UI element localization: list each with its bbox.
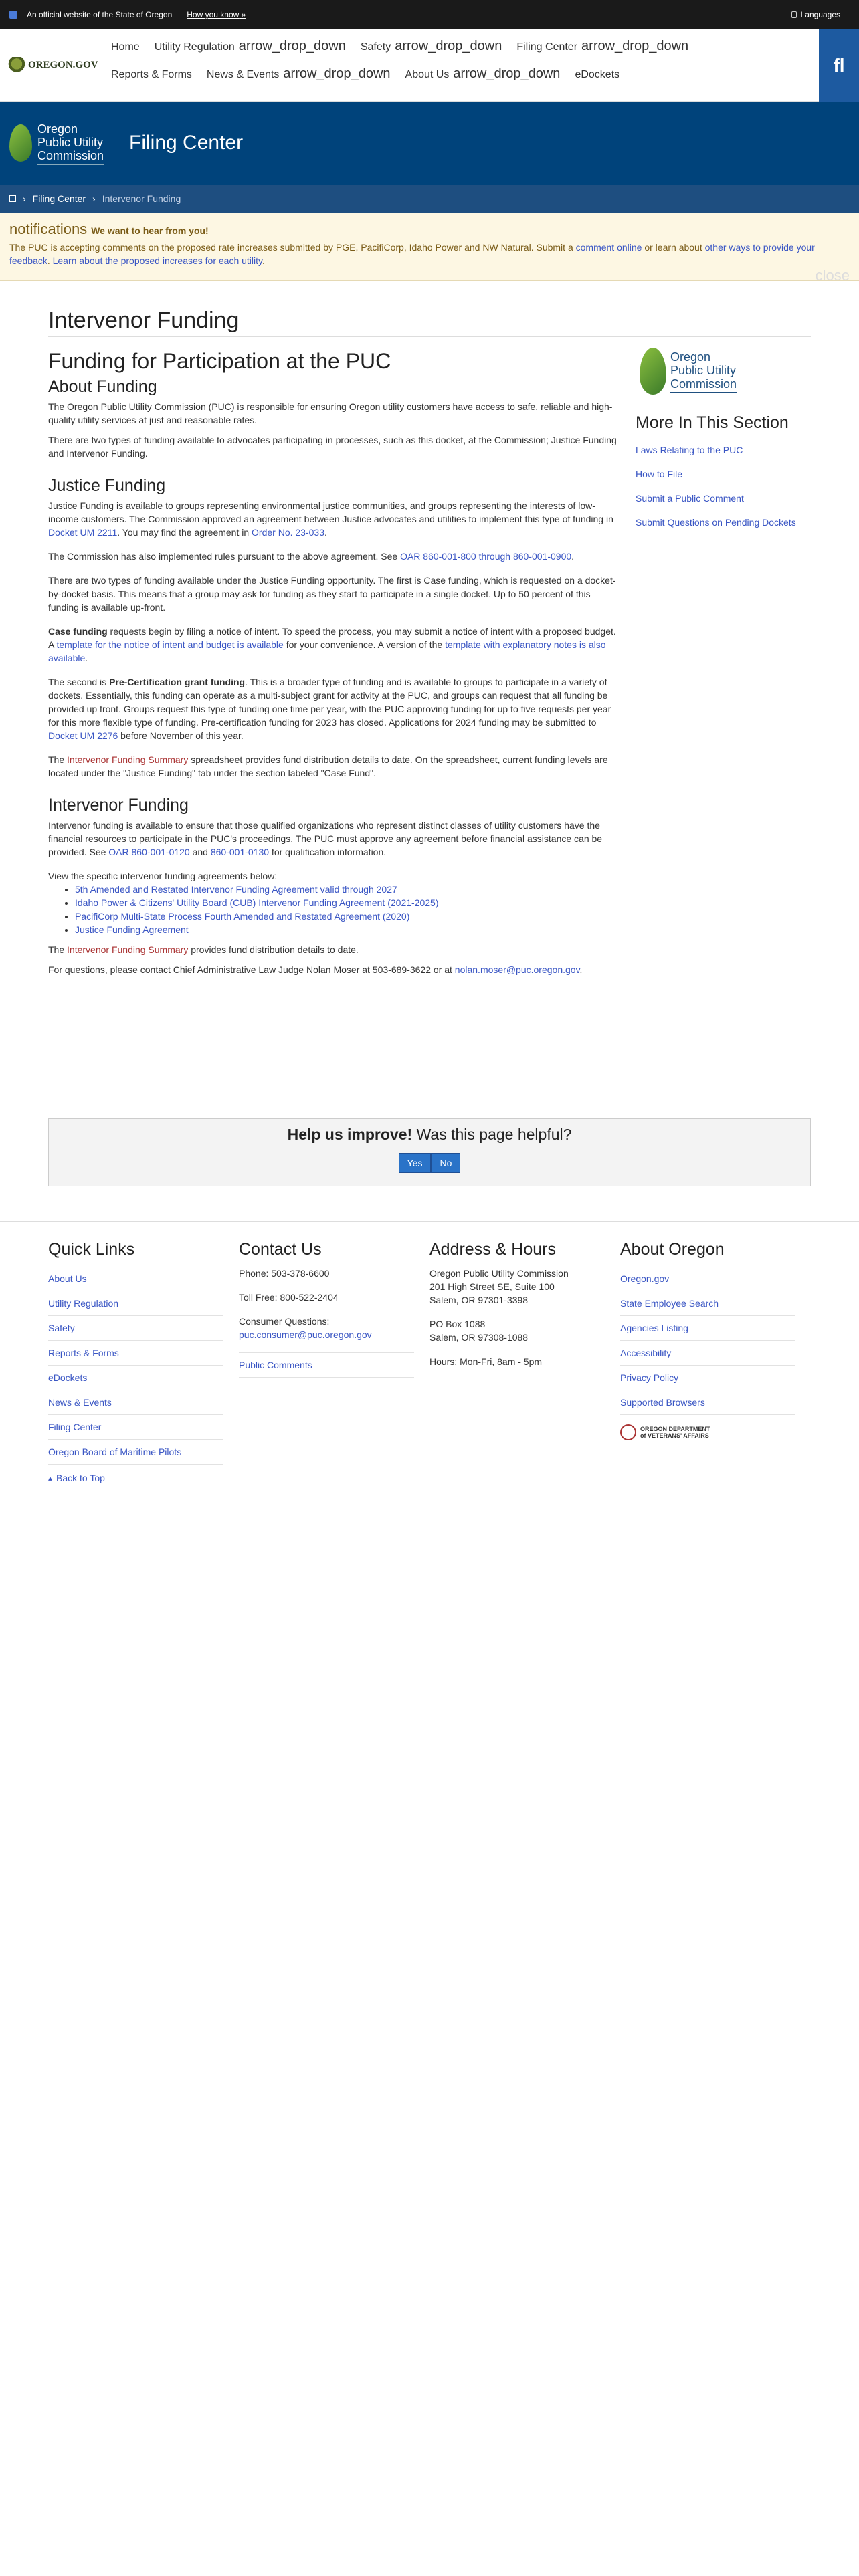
oregon-gov-logo[interactable]: OREGON.GOV bbox=[0, 29, 100, 101]
intervenor-para-3: The Intervenor Funding Summary provides fund distribution details to date. bbox=[48, 944, 359, 955]
notification-heading: We want to hear from you! bbox=[91, 225, 209, 236]
footer-link[interactable]: Oregon Board of Maritime Pilots bbox=[48, 1440, 223, 1465]
agreement-link[interactable]: Idaho Power & Citizens' Utility Board (CUB) Intervenor Funding Agreement (2021-2025) bbox=[75, 897, 439, 908]
footer-quick-links bbox=[48, 1240, 239, 1485]
docket-um-2276-link[interactable]: Docket UM 2276 bbox=[48, 730, 118, 741]
footer-link[interactable]: eDockets bbox=[48, 1366, 223, 1390]
list-item bbox=[75, 896, 617, 909]
search-icon: fl bbox=[833, 55, 845, 76]
arrow-drop-down-icon: arrow_drop_down bbox=[453, 66, 561, 81]
justice-para-2: The Commission has also implemented rules pursuant to the above agreement. See OAR 860-001-800 through 860-001-0900. bbox=[48, 551, 575, 562]
puc-drop-icon bbox=[9, 124, 32, 162]
translate-icon bbox=[791, 11, 797, 18]
page-title: Intervenor Funding bbox=[48, 308, 811, 337]
sidebar-link-public-comment[interactable]: Submit a Public Comment bbox=[636, 493, 744, 504]
back-to-top-link[interactable]: ▴ Back to Top bbox=[48, 1473, 105, 1483]
feedback-box bbox=[48, 1118, 811, 1186]
languages-button[interactable]: Languages bbox=[791, 10, 840, 19]
how-you-know-link[interactable]: How you know » bbox=[187, 10, 246, 19]
public-comments-link[interactable]: Public Comments bbox=[239, 1352, 414, 1378]
sidebar-heading: More In This Section bbox=[636, 413, 789, 432]
article bbox=[48, 349, 617, 983]
footer-link[interactable]: Safety bbox=[48, 1316, 223, 1341]
footer-heading: Address & Hours bbox=[430, 1240, 556, 1259]
site-footer bbox=[0, 1221, 859, 1483]
site-header bbox=[0, 29, 859, 102]
home-icon[interactable] bbox=[9, 195, 16, 202]
notification-title: notifications bbox=[9, 221, 88, 237]
oar-860-001-0130-link[interactable]: 860-001-0130 bbox=[210, 847, 270, 857]
explanatory-template-link[interactable]: template with explanatory notes is also available bbox=[48, 639, 606, 663]
sidebar-link-how-to-file[interactable]: How to File bbox=[636, 469, 683, 479]
footer-link[interactable]: Oregon.gov bbox=[620, 1267, 795, 1291]
justice-para-5: The second is Pre-Certification grant funding. This is a broader type of funding and is available to groups to participate in a variety of dockets. Essentially, this funding can operate as a multi-subject grant for activity at the PUC, and groups can request that all funding be provided up front. Groups request this type of funding one time per year, with the PUC approving funding for up to five requests per year for this more flexible type of funding. Pre-certification funding for 2023 has closed. Applications for 2024 funding may be submitted to Docket UM 2276 before November of this year. bbox=[48, 677, 611, 741]
sidebar-link-questions[interactable]: Submit Questions on Pending Dockets bbox=[636, 517, 796, 528]
nav-reports-forms[interactable]: Reports & Forms bbox=[111, 69, 192, 80]
breadcrumb bbox=[0, 185, 859, 213]
justice-para-1: Justice Funding is available to groups representing environmental justice communities, and groups representing the interests of low-income customers. The Commission approved an agreement between Justice advocates and utilities to implement this type of funding in Docket UM 2211. You may find the agreement in Order No. 23-033. bbox=[48, 500, 613, 538]
sidebar-puc-logo: Oregon Public Utility Commission bbox=[640, 348, 811, 395]
footer-link[interactable]: Utility Regulation bbox=[48, 1291, 223, 1316]
footer-contact bbox=[239, 1240, 430, 1485]
puc-logo[interactable]: Oregon Public Utility Commission bbox=[9, 122, 104, 165]
about-para-2: There are two types of funding available to advocates participating in processes, such as this docket, at the Commission; Justice Funding and Intervenor Funding. bbox=[48, 435, 617, 459]
breadcrumb-filing-center[interactable]: Filing Center bbox=[32, 193, 86, 204]
footer-heading: About Oregon bbox=[620, 1240, 725, 1259]
chevron-right-icon: › bbox=[23, 193, 26, 204]
nav-safety[interactable]: Safety arrow_drop_down bbox=[360, 39, 502, 53]
nav-edockets[interactable]: eDockets bbox=[575, 69, 620, 80]
footer-link[interactable]: Supported Browsers bbox=[620, 1390, 795, 1415]
tollfree-text: Toll Free: 800-522-2404 bbox=[239, 1292, 339, 1303]
agreements-list bbox=[48, 883, 617, 936]
agreement-link[interactable]: Justice Funding Agreement bbox=[75, 924, 189, 935]
intervenor-summary-link-2[interactable]: Intervenor Funding Summary bbox=[67, 944, 189, 955]
justice-para-4: Case funding requests begin by filing a notice of intent. To speed the process, you may submit a notice of intent with a proposed budget. A template for the notice of intent and budget is available for your convenience. A version of the template with explanatory notes is also available. bbox=[48, 626, 616, 663]
official-bar bbox=[0, 0, 859, 29]
notification-banner bbox=[0, 213, 859, 284]
arrow-drop-down-icon: arrow_drop_down bbox=[395, 39, 502, 53]
footer-link[interactable]: About Us bbox=[48, 1267, 223, 1291]
nav-news-events[interactable]: News & Events arrow_drop_down bbox=[206, 66, 391, 81]
nav-filing-center[interactable]: Filing Center arrow_drop_down bbox=[516, 39, 689, 53]
agreement-link[interactable]: 5th Amended and Restated Intervenor Funding Agreement valid through 2027 bbox=[75, 884, 397, 895]
sidebar bbox=[636, 348, 811, 541]
chevron-right-icon: › bbox=[92, 193, 96, 204]
arrow-drop-down-icon: arrow_drop_down bbox=[581, 39, 689, 53]
justice-para-6: The Intervenor Funding Summary spreadsheet provides fund distribution details to date. On the spreadsheet, current funding levels are located under the "Justice Funding" tab under the section labeled "Case Fund". bbox=[48, 754, 608, 778]
notification-message: The PUC is accepting comments on the proposed rate increases submitted by PGE, PacifiCorp, Idaho Power and NW Natural. Submit a comment online or learn about other ways to provide your feedback. Learn about the proposed increases for each utility. bbox=[9, 242, 815, 266]
article-heading: Funding for Participation at the PUC bbox=[48, 349, 391, 373]
intervenor-summary-link[interactable]: Intervenor Funding Summary bbox=[67, 754, 189, 765]
search-button[interactable] bbox=[819, 29, 859, 102]
order-23-033-link[interactable]: Order No. 23-033 bbox=[252, 527, 324, 538]
agency-banner bbox=[0, 102, 859, 185]
footer-about-oregon bbox=[620, 1240, 811, 1485]
nav-utility-regulation[interactable]: Utility Regulation arrow_drop_down bbox=[154, 39, 346, 53]
footer-link[interactable]: News & Events bbox=[48, 1390, 223, 1415]
intervenor-para-1: Intervenor funding is available to ensure that those qualified organizations who represent distinct classes of utility customers have the financial resources to participate in the PUC's proceedings. The PUC must approve any agreement before financial assistance can be provided. See OAR 860-001-0120 and 860-001-0130 for qualification information. bbox=[48, 820, 603, 857]
footer-link[interactable]: Accessibility bbox=[620, 1341, 795, 1366]
intervenor-para-4: For questions, please contact Chief Administrative Law Judge Nolan Moser at 503-689-3622 or at nolan.moser@puc.oregon.gov. bbox=[48, 964, 583, 975]
feedback-yes-button[interactable]: Yes bbox=[399, 1153, 432, 1173]
docket-um-2211-link[interactable]: Docket UM 2211 bbox=[48, 527, 118, 538]
chevron-up-icon: ▴ bbox=[48, 1473, 53, 1483]
arrow-drop-down-icon: arrow_drop_down bbox=[238, 39, 346, 53]
intervenor-funding-heading: Intervenor Funding bbox=[48, 796, 189, 815]
footer-heading: Contact Us bbox=[239, 1240, 322, 1259]
oar-860-001-0120-link[interactable]: OAR 860-001-0120 bbox=[108, 847, 190, 857]
footer-link[interactable]: State Employee Search bbox=[620, 1291, 795, 1316]
oar-860-001-800-link[interactable]: OAR 860-001-800 through 860-001-0900 bbox=[400, 551, 572, 562]
footer-link[interactable]: Filing Center bbox=[48, 1415, 223, 1440]
main-nav bbox=[111, 29, 819, 82]
feedback-question: Help us improve! Was this page helpful? bbox=[287, 1125, 572, 1143]
consumer-label: Consumer Questions: bbox=[239, 1316, 330, 1327]
oregon-tree-icon bbox=[8, 57, 25, 74]
banner-title: Filing Center bbox=[129, 132, 244, 154]
breadcrumb-current: Intervenor Funding bbox=[102, 193, 181, 204]
sidebar-link-laws[interactable]: Laws Relating to the PUC bbox=[636, 445, 743, 455]
footer-link[interactable]: Reports & Forms bbox=[48, 1341, 223, 1366]
arrow-drop-down-icon: arrow_drop_down bbox=[283, 66, 391, 81]
puc-drop-icon bbox=[640, 348, 666, 395]
footer-address bbox=[430, 1240, 620, 1485]
list-item bbox=[75, 909, 617, 923]
phone-text: Phone: 503-378-6600 bbox=[239, 1268, 330, 1279]
veterans-seal-icon bbox=[620, 1424, 636, 1440]
main-content bbox=[48, 308, 811, 975]
agreement-link[interactable]: PacifiCorp Multi-State Process Fourth Amended and Restated Agreement (2020) bbox=[75, 911, 410, 922]
footer-link[interactable]: Privacy Policy bbox=[620, 1366, 795, 1390]
proposed-increases-link[interactable]: Learn about the proposed increases for each utility bbox=[52, 255, 262, 266]
hours-text: Hours: Mon-Fri, 8am - 5pm bbox=[430, 1356, 543, 1367]
comment-online-link[interactable]: comment online bbox=[575, 242, 642, 253]
notice-template-link[interactable]: template for the notice of intent and budget is available bbox=[56, 639, 284, 650]
about-para-1: The Oregon Public Utility Commission (PUC) is responsible for ensuring Oregon utility customers have access to safe, reliable and high-quality utility services at just and reasonable rates. bbox=[48, 401, 613, 425]
consumer-email-link[interactable]: puc.consumer@puc.oregon.gov bbox=[239, 1329, 372, 1340]
flag-icon bbox=[9, 11, 17, 19]
list-item bbox=[75, 883, 617, 896]
about-funding-heading: About Funding bbox=[48, 377, 157, 396]
justice-para-3: There are two types of funding available under the Justice Funding opportunity. The first is Case funding, which is requested on a docket-by-docket basis. This means that a group may ask for funding as they start to participate in a single docket. Up to 50 percent of this funding is available up-front. bbox=[48, 575, 616, 613]
nav-home[interactable]: Home bbox=[111, 41, 140, 53]
list-item bbox=[75, 923, 617, 936]
intervenor-para-2: View the specific intervenor funding agreements below: bbox=[48, 871, 278, 881]
address-text: Oregon Public Utility Commission 201 High Street SE, Suite 100 Salem, OR 97301-3398 bbox=[430, 1268, 569, 1305]
footer-link[interactable]: Agencies Listing bbox=[620, 1316, 795, 1341]
official-text: An official website of the State of Oregon bbox=[27, 10, 173, 19]
feedback-no-button[interactable]: No bbox=[431, 1153, 460, 1173]
nolan-email-link[interactable]: nolan.moser@puc.oregon.gov bbox=[454, 964, 580, 975]
justice-funding-heading: Justice Funding bbox=[48, 476, 166, 495]
footer-heading: Quick Links bbox=[48, 1240, 135, 1259]
other-ways-link[interactable]: other ways to provide your feedback bbox=[9, 242, 815, 266]
veterans-affairs-logo[interactable]: OREGON DEPARTMENT of VETERANS' AFFAIRS bbox=[620, 1424, 811, 1440]
po-box-text: PO Box 1088 Salem, OR 97308-1088 bbox=[430, 1319, 529, 1343]
nav-about-us[interactable]: About Us arrow_drop_down bbox=[405, 66, 561, 81]
close-notification-button[interactable]: close bbox=[815, 267, 850, 284]
